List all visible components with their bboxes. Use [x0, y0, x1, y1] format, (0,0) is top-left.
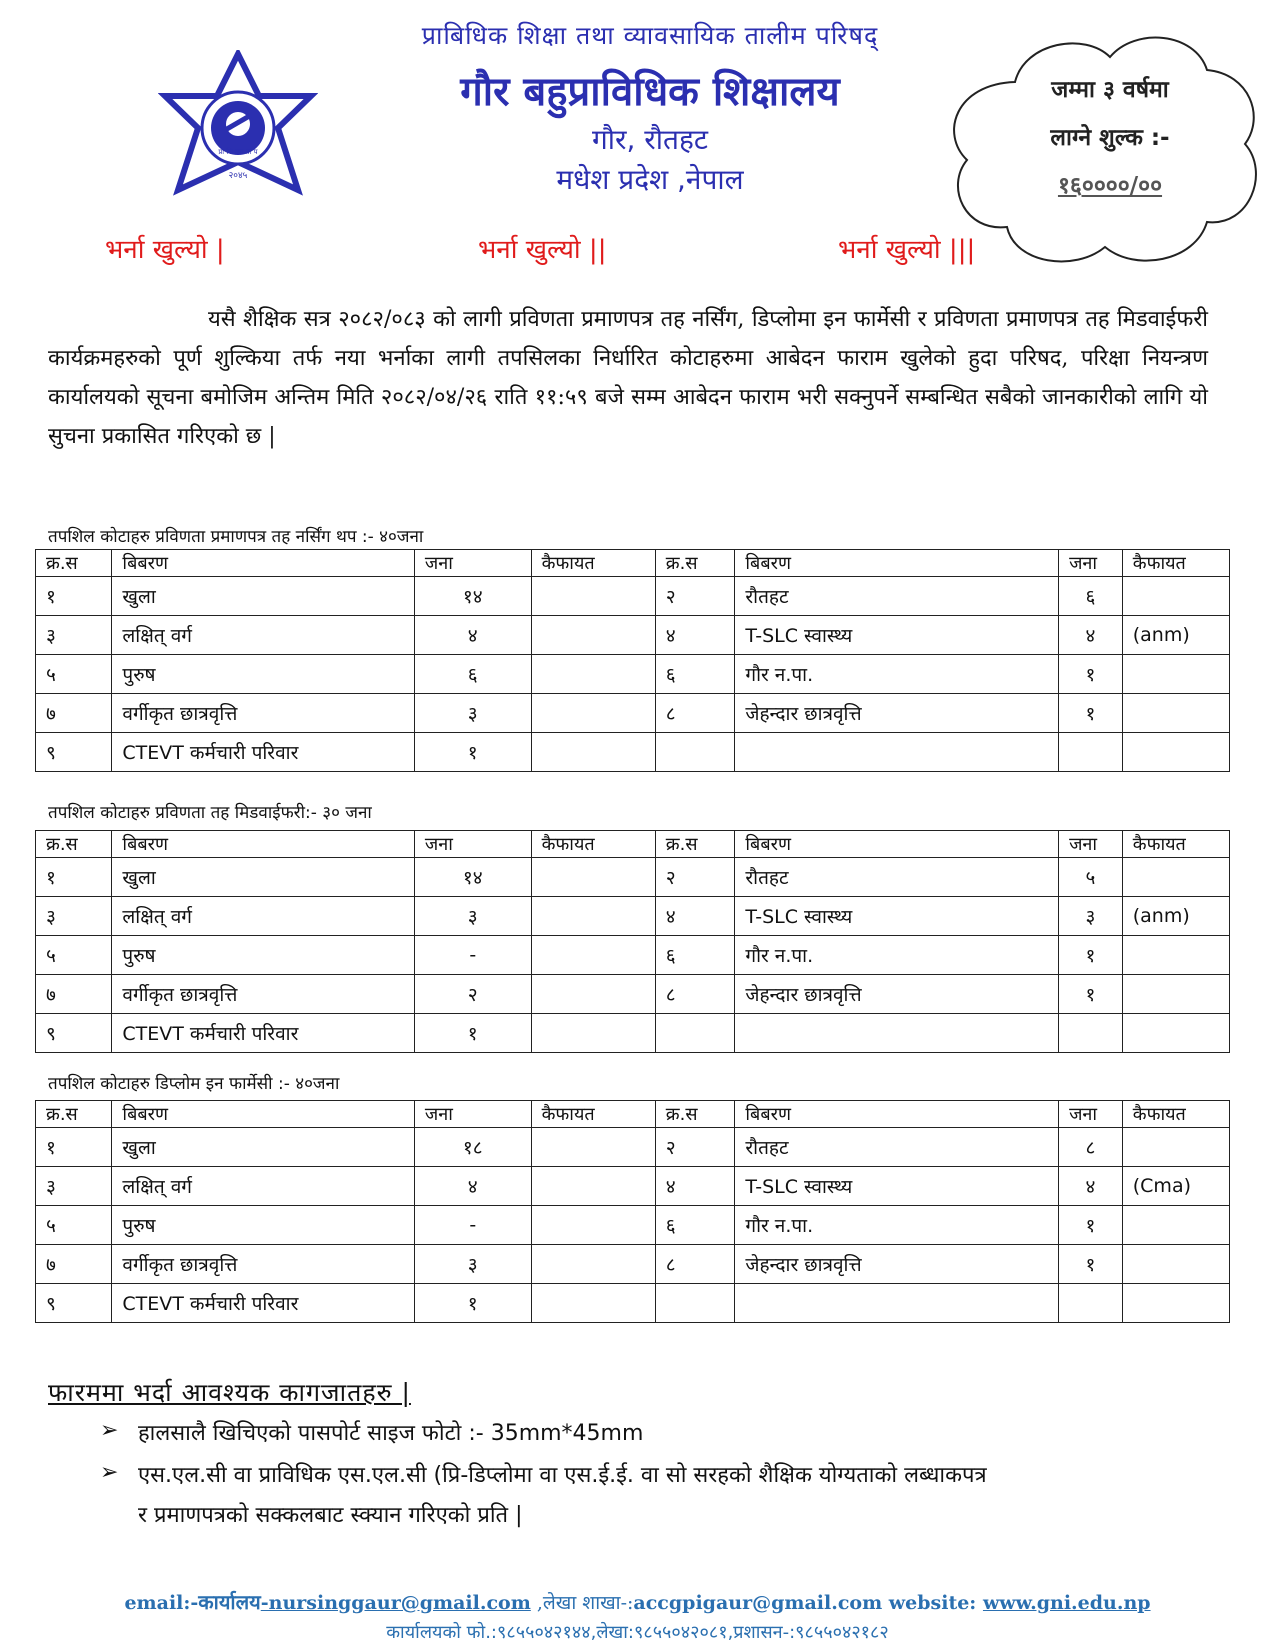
table-cell: [1122, 1284, 1229, 1323]
accounts-label: ,लेखा शाखा-:: [530, 1592, 634, 1614]
column-header: कैफायत: [531, 831, 655, 858]
table-cell: (anm): [1122, 616, 1229, 655]
column-header: बिबरण: [112, 1101, 414, 1128]
table-cell: लक्षित् वर्ग: [112, 616, 414, 655]
document-item-photo: हालसालै खिचिएको पासपोर्ट साइज फोटो :- 35mm*45mm: [138, 1421, 644, 1446]
table-cell: ८: [655, 1245, 735, 1284]
college-province: मधेश प्रदेश ,नेपाल: [556, 163, 744, 196]
table-cell: ६: [655, 1206, 735, 1245]
table-cell: १४: [414, 858, 531, 897]
admission-notice: यसै शैक्षिक सत्र २०८२/०८३ को लागी प्रविणता प्रमाणपत्र तह नर्सिंग, डिप्लोमा इन फार्मेसी र प्रविणता प्रमाणपत्र तह मिडवाईफरी कार्यक्रमहरुको पूर्ण शुल्किया तर्फ नया भर्नाका लागी तपसिलका निर्धारित कोटाहरुमा आबेदन फाराम खुलेको हुदा परिषद, परिक्षा नियन्त्रण कार्यालयको सूचना बमोजिम अन्तिम मिति २०८२/०४/२६ राति ११:५९ बजे सम्म आबेदन फाराम भरी सक्नुपर्ने सम्बन्धित सबैको जानकारीको लागि यो सुचना प्रकासित गरिएको छ |: [48, 307, 1208, 449]
column-header: जना: [1059, 550, 1123, 577]
table-cell: [1122, 975, 1229, 1014]
table-cell: ९: [36, 733, 112, 772]
admission-open-1: भर्ना खुल्यो |: [105, 235, 225, 265]
admission-open-3: भर्ना खुल्यो |||: [838, 235, 976, 265]
table-cell: २: [655, 577, 735, 616]
table-cell: ३: [414, 1245, 531, 1284]
fee-line-1: जम्मा ३ वर्षमा: [1051, 77, 1169, 103]
table-cell: लक्षित् वर्ग: [112, 897, 414, 936]
table-cell: [531, 733, 655, 772]
table-cell: [1122, 694, 1229, 733]
table-cell: T-SLC स्वास्थ्य: [735, 616, 1059, 655]
document-item-certificate-cont: र प्रमाणपत्रको सक्कलबाट स्क्यान गरिएको प्रति |: [138, 1503, 523, 1528]
table-row: [36, 733, 1230, 772]
table-cell: ४: [414, 616, 531, 655]
quota-table-nursing: [35, 549, 1230, 772]
table-header-row: [36, 550, 1230, 577]
table-cell: ५: [36, 936, 112, 975]
column-header: क्र.स: [36, 831, 112, 858]
column-header: क्र.स: [655, 831, 735, 858]
accounts-email-link[interactable]: accgpigaur@gmail.com: [633, 1592, 883, 1614]
table-cell: ७: [36, 1245, 112, 1284]
column-header: कैफायत: [531, 1101, 655, 1128]
column-header: बिबरण: [112, 550, 414, 577]
table-cell: १: [1059, 694, 1123, 733]
table-row: [36, 975, 1230, 1014]
phone-numbers: कार्यालयको फो.:९८५५०४२१४४,लेखा:९८५५०४२०८१,प्रशासन-:९८५५०४२१८२: [386, 1622, 889, 1643]
table-cell: रौतहट: [735, 1128, 1059, 1167]
table-cell: ६: [655, 655, 735, 694]
table-cell: ५: [36, 655, 112, 694]
table-cell: रौतहट: [735, 858, 1059, 897]
table-cell: [531, 1128, 655, 1167]
table-cell: १४: [414, 577, 531, 616]
table-cell: [1122, 1014, 1229, 1053]
table-cell: खुला: [112, 577, 414, 616]
column-header: क्र.स: [655, 550, 735, 577]
table-cell: [531, 1206, 655, 1245]
table-cell: CTEVT कर्मचारी परिवार: [112, 1284, 414, 1323]
quota-table-midwifery: [35, 830, 1230, 1053]
table-cell: [1122, 1206, 1229, 1245]
table-cell: [655, 733, 735, 772]
table-cell: १: [414, 1014, 531, 1053]
table-cell: ६: [1059, 577, 1123, 616]
logo-year: २०४५: [228, 171, 248, 181]
table-cell: ६: [414, 655, 531, 694]
office-label: कार्यालय: [198, 1590, 261, 1614]
documents-title: फारममा भर्दा आवश्यक कागजातहरु |: [48, 1378, 411, 1407]
table-row: [36, 655, 1230, 694]
logo-text: प्रा शि व्या ता प: [218, 148, 258, 156]
table-cell: [1059, 1284, 1123, 1323]
table-cell: [1059, 733, 1123, 772]
table-cell: [531, 975, 655, 1014]
table-cell: जेहन्दार छात्रवृत्ति: [735, 1245, 1059, 1284]
table-cell: १: [36, 577, 112, 616]
table-cell: (anm): [1122, 897, 1229, 936]
table-cell: ३: [36, 897, 112, 936]
table-row: [36, 577, 1230, 616]
table-cell: (Cma): [1122, 1167, 1229, 1206]
table-cell: [1122, 1128, 1229, 1167]
table-cell: [531, 858, 655, 897]
table-cell: ७: [36, 694, 112, 733]
table-cell: [655, 1284, 735, 1323]
table-cell: [531, 616, 655, 655]
website-link[interactable]: www.gni.edu.np: [982, 1592, 1151, 1614]
table-cell: ४: [1059, 1167, 1123, 1206]
table-cell: [735, 1014, 1059, 1053]
arrow-bullet-icon: ➢: [100, 1418, 119, 1443]
table-cell: वर्गीकृत छात्रवृत्ति: [112, 1245, 414, 1284]
column-header: कैफायत: [1122, 550, 1229, 577]
table-cell: [1122, 577, 1229, 616]
table-cell: १: [1059, 1206, 1123, 1245]
table-row: [36, 1245, 1230, 1284]
table-cell: CTEVT कर्मचारी परिवार: [112, 1014, 414, 1053]
table-cell: [531, 655, 655, 694]
table-cell: [531, 936, 655, 975]
table-cell: १: [1059, 936, 1123, 975]
column-header: जना: [414, 831, 531, 858]
table-caption-midwifery: तपशिल कोटाहरु प्रविणता तह मिडवाईफरी:- ३० जना: [48, 803, 372, 823]
table-row: [36, 936, 1230, 975]
table-cell: CTEVT कर्मचारी परिवार: [112, 733, 414, 772]
table-cell: T-SLC स्वास्थ्य: [735, 1167, 1059, 1206]
table-row: [36, 1128, 1230, 1167]
table-cell: [735, 1284, 1059, 1323]
college-location: गौर, रौतहट: [592, 123, 708, 156]
table-cell: ८: [655, 975, 735, 1014]
table-cell: T-SLC स्वास्थ्य: [735, 897, 1059, 936]
quota-table-pharmacy: [35, 1100, 1230, 1323]
table-row: [36, 858, 1230, 897]
table-cell: [531, 577, 655, 616]
table-cell: २: [414, 975, 531, 1014]
table-cell: लक्षित् वर्ग: [112, 1167, 414, 1206]
table-cell: गौर न.पा.: [735, 936, 1059, 975]
table-row: [36, 694, 1230, 733]
table-caption-pharmacy: तपशिल कोटाहरु डिप्लोम इन फार्मेसी :- ४०जना: [48, 1074, 340, 1094]
table-cell: १: [36, 858, 112, 897]
table-cell: [735, 733, 1059, 772]
table-cell: [531, 1014, 655, 1053]
table-cell: १: [1059, 655, 1123, 694]
table-cell: ८: [1059, 1128, 1123, 1167]
table-cell: ३: [36, 616, 112, 655]
council-name: प्राबिधिक शिक्षा तथा व्यावसायिक तालीम परिषद्: [421, 21, 879, 50]
table-cell: [1122, 1245, 1229, 1284]
table-cell: ४: [655, 616, 735, 655]
table-row: [36, 616, 1230, 655]
table-cell: १: [36, 1128, 112, 1167]
column-header: कैफायत: [1122, 1101, 1229, 1128]
table-cell: १: [1059, 1245, 1123, 1284]
table-cell: [655, 1014, 735, 1053]
table-cell: २: [655, 858, 735, 897]
column-header: जना: [1059, 831, 1123, 858]
table-cell: वर्गीकृत छात्रवृत्ति: [112, 694, 414, 733]
table-cell: पुरुष: [112, 655, 414, 694]
column-header: जना: [414, 1101, 531, 1128]
contact-line: [0, 1588, 1275, 1615]
table-cell: १: [1059, 975, 1123, 1014]
table-cell: [531, 1167, 655, 1206]
table-cell: [531, 897, 655, 936]
table-cell: जेहन्दार छात्रवृत्ति: [735, 975, 1059, 1014]
table-row: [36, 1014, 1230, 1053]
table-cell: ४: [655, 897, 735, 936]
table-cell: ३: [414, 694, 531, 733]
column-header: कैफायत: [1122, 831, 1229, 858]
table-cell: ७: [36, 975, 112, 1014]
table-cell: ४: [655, 1167, 735, 1206]
table-cell: [531, 694, 655, 733]
table-cell: २: [655, 1128, 735, 1167]
table-cell: [531, 1245, 655, 1284]
table-cell: ९: [36, 1014, 112, 1053]
arrow-bullet-icon: ➢: [100, 1460, 119, 1485]
fee-amount: १६००००/००: [1057, 173, 1163, 199]
table-cell: रौतहट: [735, 577, 1059, 616]
column-header: क्र.स: [655, 1101, 735, 1128]
table-header-row: [36, 831, 1230, 858]
table-cell: ४: [1059, 616, 1123, 655]
table-cell: [1122, 936, 1229, 975]
column-header: क्र.स: [36, 1101, 112, 1128]
document-item-certificate: एस.एल.सी वा प्राविधिक एस.एल.सी (प्रि-डिप्लोमा वा एस.ई.ई. वा सो सरहको शैक्षिक योग्यताको लब्धाकपत्र: [138, 1463, 987, 1488]
table-header-row: [36, 1101, 1230, 1128]
admission-open-2: भर्ना खुल्यो ||: [478, 235, 607, 265]
table-cell: ९: [36, 1284, 112, 1323]
table-row: [36, 897, 1230, 936]
table-cell: गौर न.पा.: [735, 655, 1059, 694]
table-row: [36, 1167, 1230, 1206]
column-header: क्र.स: [36, 550, 112, 577]
college-name: गौर बहुप्राविधिक शिक्षालय: [460, 69, 840, 115]
column-header: कैफायत: [531, 550, 655, 577]
table-cell: १: [414, 1284, 531, 1323]
column-header: बिबरण: [735, 1101, 1059, 1128]
table-caption-nursing: तपशिल कोटाहरु प्रविणता प्रमाणपत्र तह नर्सिंग थप :- ४०जना: [48, 527, 424, 547]
table-cell: ४: [414, 1167, 531, 1206]
column-header: बिबरण: [735, 550, 1059, 577]
fee-line-2: लाग्ने शुल्क :-: [1050, 125, 1170, 151]
table-cell: जेहन्दार छात्रवृत्ति: [735, 694, 1059, 733]
table-cell: [1059, 1014, 1123, 1053]
table-cell: -: [414, 1206, 531, 1245]
column-header: बिबरण: [735, 831, 1059, 858]
table-cell: ३: [414, 897, 531, 936]
ctevt-logo: [158, 50, 318, 200]
table-cell: गौर न.पा.: [735, 1206, 1059, 1245]
website-label: website:: [882, 1592, 983, 1614]
column-header: जना: [414, 550, 531, 577]
table-cell: १८: [414, 1128, 531, 1167]
table-cell: वर्गीकृत छात्रवृत्ति: [112, 975, 414, 1014]
table-row: [36, 1284, 1230, 1323]
table-cell: [1122, 655, 1229, 694]
table-cell: ५: [1059, 858, 1123, 897]
table-cell: पुरुष: [112, 1206, 414, 1245]
table-cell: खुला: [112, 1128, 414, 1167]
table-cell: ३: [36, 1167, 112, 1206]
column-header: बिबरण: [112, 831, 414, 858]
table-cell: ५: [36, 1206, 112, 1245]
table-cell: ८: [655, 694, 735, 733]
table-cell: -: [414, 936, 531, 975]
table-cell: [1122, 858, 1229, 897]
table-cell: [531, 1284, 655, 1323]
table-cell: ३: [1059, 897, 1123, 936]
table-row: [36, 1206, 1230, 1245]
column-header: जना: [1059, 1101, 1123, 1128]
table-cell: १: [414, 733, 531, 772]
table-cell: पुरुष: [112, 936, 414, 975]
office-email-link[interactable]: -nursinggaur@gmail.com: [260, 1592, 531, 1614]
table-cell: [1122, 733, 1229, 772]
email-label: email:-: [124, 1592, 199, 1614]
table-cell: खुला: [112, 858, 414, 897]
table-cell: ६: [655, 936, 735, 975]
